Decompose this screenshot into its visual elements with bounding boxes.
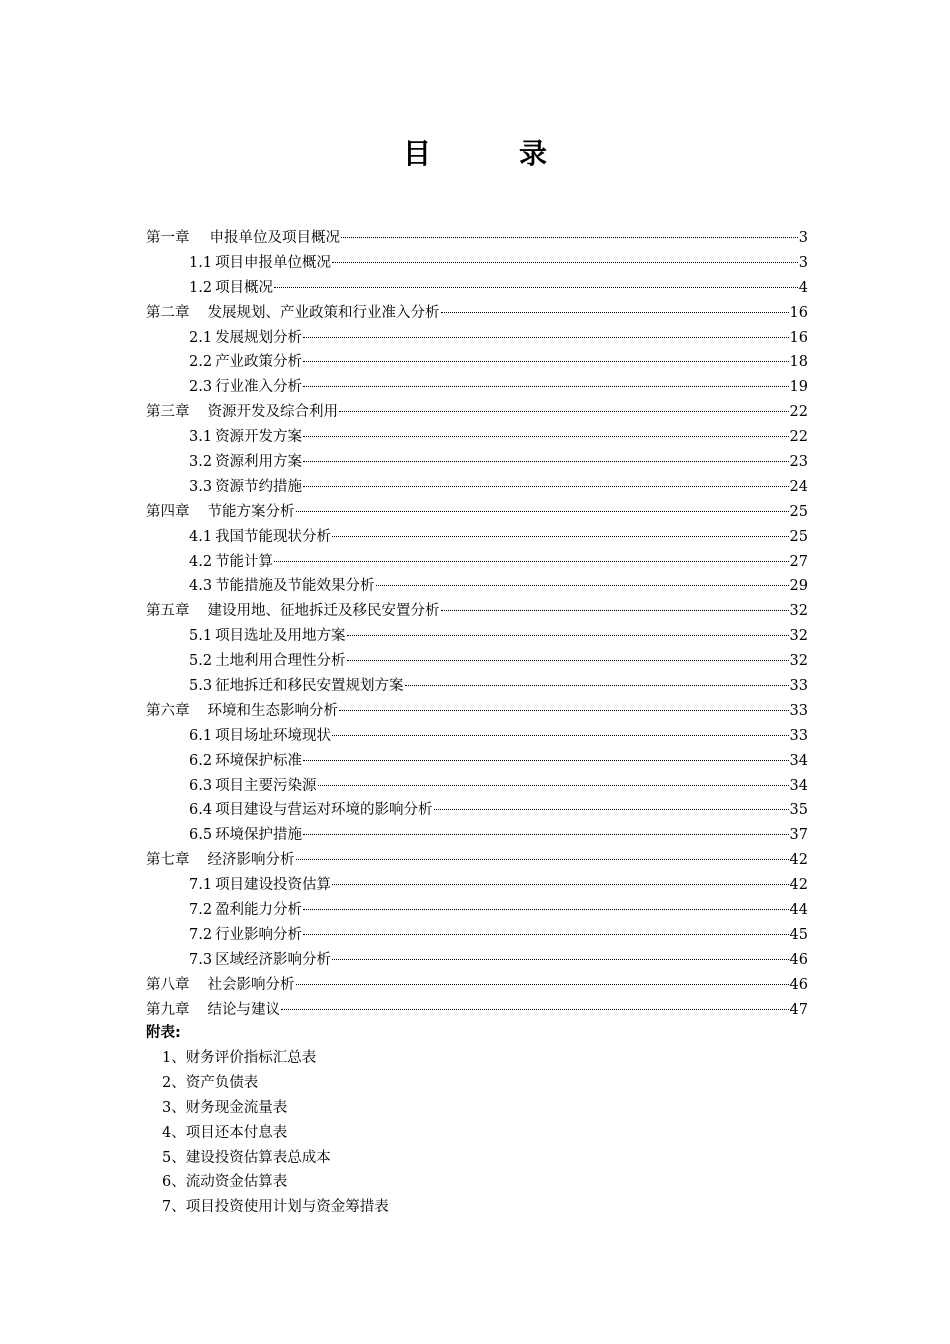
toc-section-row[interactable] bbox=[146, 550, 808, 575]
appendix-list bbox=[162, 1046, 389, 1220]
toc-entry-text: 土地利用合理性分析 bbox=[215, 653, 346, 670]
toc-dot-leader bbox=[281, 1009, 789, 1010]
toc-entry-text: 资源开发及综合利用 bbox=[207, 404, 338, 421]
toc-dot-leader bbox=[332, 262, 798, 263]
toc-entry-text: 征地拆迁和移民安置规划方案 bbox=[215, 678, 404, 695]
toc-dot-leader bbox=[296, 984, 789, 985]
toc-entry-number: 5.1 bbox=[189, 628, 213, 645]
toc-entry-number: 第三章 bbox=[146, 404, 190, 421]
toc-page-number: 16 bbox=[789, 329, 808, 346]
toc-entry-title bbox=[189, 550, 273, 575]
toc-dot-leader bbox=[347, 635, 789, 636]
toc-dot-leader bbox=[341, 237, 798, 238]
toc-entry-title bbox=[189, 525, 331, 550]
toc-entry-title bbox=[189, 475, 302, 500]
toc-entry-number: 第六章 bbox=[146, 702, 190, 719]
toc-entry-title bbox=[189, 624, 346, 649]
toc-entry-text: 项目概况 bbox=[215, 279, 274, 296]
toc-page-number: 27 bbox=[789, 553, 808, 570]
toc-page-number: 3 bbox=[798, 254, 808, 271]
appendix-item: 2、资产负债表 bbox=[162, 1074, 259, 1091]
toc-section-row[interactable] bbox=[146, 624, 808, 649]
toc-entry-title bbox=[146, 998, 280, 1023]
toc-entry-title bbox=[146, 301, 440, 326]
toc-entry-title bbox=[189, 326, 302, 351]
toc-entry-title bbox=[189, 425, 302, 450]
toc-entry-number: 第八章 bbox=[146, 976, 190, 993]
toc-entry-title bbox=[146, 848, 295, 873]
toc-section-row[interactable] bbox=[146, 749, 808, 774]
toc-dot-leader bbox=[303, 909, 788, 910]
toc-entry-text: 申报单位及项目概况 bbox=[209, 230, 340, 246]
toc-page-number: 32 bbox=[789, 628, 808, 645]
toc-chapter-row[interactable] bbox=[146, 848, 808, 873]
toc-entry-text: 环境保护措施 bbox=[215, 827, 303, 844]
toc-section-row[interactable] bbox=[146, 898, 808, 923]
toc-entry-text: 经济影响分析 bbox=[207, 852, 295, 869]
toc-entry-number: 第九章 bbox=[146, 1001, 190, 1018]
toc-dot-leader bbox=[303, 386, 788, 387]
toc-chapter-row[interactable] bbox=[146, 500, 808, 525]
toc-entry-text: 产业政策分析 bbox=[215, 354, 303, 371]
toc-entry-text: 节能计算 bbox=[215, 553, 274, 570]
toc-page-number: 24 bbox=[789, 478, 808, 495]
toc-dot-leader bbox=[339, 411, 789, 412]
toc-page-number: 25 bbox=[789, 528, 808, 545]
toc-page-number: 4 bbox=[798, 279, 808, 296]
toc-entry-text: 环境和生态影响分析 bbox=[207, 702, 338, 719]
toc-entry-text: 项目建设投资估算 bbox=[215, 877, 332, 894]
toc-page-number: 29 bbox=[789, 578, 808, 595]
toc-entry-title bbox=[189, 450, 302, 475]
toc-dot-leader bbox=[303, 361, 788, 362]
toc-section-row[interactable] bbox=[146, 774, 808, 799]
toc-dot-leader bbox=[303, 461, 788, 462]
toc-entry-number: 2.3 bbox=[189, 379, 213, 396]
toc-dot-leader bbox=[376, 585, 789, 586]
toc-page-number: 22 bbox=[789, 429, 808, 446]
toc-entry-number: 第五章 bbox=[146, 603, 190, 620]
appendix-item: 3、财务现金流量表 bbox=[162, 1099, 288, 1116]
toc-page-number: 33 bbox=[789, 702, 808, 719]
toc-section-row[interactable] bbox=[146, 475, 808, 500]
toc-section-row[interactable] bbox=[146, 823, 808, 848]
toc-entry-text: 资源开发方案 bbox=[215, 429, 303, 446]
appendix-item: 4、项目还本付息表 bbox=[162, 1124, 288, 1141]
toc-dot-leader bbox=[303, 934, 788, 935]
toc-entry-title bbox=[189, 749, 302, 774]
toc-page-number: 44 bbox=[789, 902, 808, 919]
toc-page-number: 34 bbox=[789, 777, 808, 794]
toc-section-row[interactable] bbox=[146, 251, 808, 276]
toc-entry-title bbox=[189, 923, 302, 948]
toc-chapter-row[interactable] bbox=[146, 998, 808, 1023]
appendix-item: 5、建设投资估算表总成本 bbox=[162, 1149, 331, 1166]
toc-entry-number: 7.3 bbox=[189, 951, 213, 968]
toc-entry-number: 3.1 bbox=[189, 429, 213, 446]
toc-page-number: 19 bbox=[789, 379, 808, 396]
toc-dot-leader bbox=[303, 486, 788, 487]
toc-entry-title bbox=[189, 774, 317, 799]
toc-entry-number: 第四章 bbox=[146, 503, 190, 520]
toc-entry-number: 1.2 bbox=[189, 279, 213, 296]
toc-entry-text: 项目建设与营运对环境的影响分析 bbox=[215, 802, 433, 819]
toc-page-number: 46 bbox=[789, 976, 808, 993]
toc-entry-number: 7.2 bbox=[189, 926, 213, 943]
toc-entry-text: 社会影响分析 bbox=[207, 976, 295, 993]
toc-entry-text: 建设用地、征地拆迁及移民安置分析 bbox=[207, 603, 440, 620]
toc-page-number: 33 bbox=[789, 727, 808, 744]
toc-dot-leader bbox=[332, 884, 788, 885]
toc-entry-text: 资源利用方案 bbox=[215, 454, 303, 471]
toc-section-row[interactable] bbox=[146, 674, 808, 699]
toc-section-row[interactable] bbox=[146, 350, 808, 375]
toc-entry-number: 4.3 bbox=[189, 578, 213, 595]
toc-entry-title bbox=[189, 823, 302, 848]
toc-entry-text: 我国节能现状分析 bbox=[215, 528, 332, 545]
toc-entry-title bbox=[146, 599, 440, 624]
toc-entry-number: 4.1 bbox=[189, 528, 213, 545]
toc-entry-number: 6.1 bbox=[189, 727, 213, 744]
toc-section-row[interactable] bbox=[146, 724, 808, 749]
toc-chapter-row[interactable] bbox=[146, 400, 808, 425]
toc-section-row[interactable] bbox=[146, 425, 808, 450]
toc-section-row[interactable] bbox=[146, 375, 808, 400]
toc-page-number: 42 bbox=[789, 852, 808, 869]
toc-entry-number: 5.2 bbox=[189, 653, 213, 670]
toc-section-row[interactable] bbox=[146, 574, 808, 599]
toc-page-number: 3 bbox=[798, 230, 808, 246]
toc-page-number: 42 bbox=[789, 877, 808, 894]
toc-entry-title bbox=[189, 898, 302, 923]
toc-entry-number: 2.2 bbox=[189, 354, 213, 371]
toc-entry-title bbox=[146, 973, 295, 998]
toc-entry-title bbox=[146, 400, 338, 425]
toc-entry-text: 项目申报单位概况 bbox=[215, 254, 332, 271]
toc-page-number: 32 bbox=[789, 653, 808, 670]
toc-section-row[interactable] bbox=[146, 450, 808, 475]
toc-section-row[interactable] bbox=[146, 525, 808, 550]
toc-entry-number: 7.1 bbox=[189, 877, 213, 894]
toc-dot-leader bbox=[441, 610, 789, 611]
toc-entry-number: 3.2 bbox=[189, 454, 213, 471]
toc-dot-leader bbox=[332, 959, 788, 960]
toc-entry-title bbox=[189, 798, 433, 823]
toc-page-number: 25 bbox=[789, 503, 808, 520]
toc-dot-leader bbox=[332, 536, 788, 537]
toc-section-row[interactable] bbox=[146, 276, 808, 301]
toc-page-number: 47 bbox=[789, 1001, 808, 1018]
toc-page-number: 35 bbox=[789, 802, 808, 819]
toc-entry-number: 7.2 bbox=[189, 902, 213, 919]
toc-entry-title bbox=[146, 226, 340, 251]
appendix-heading: 附表: bbox=[146, 1025, 181, 1041]
toc-entry-text: 盈利能力分析 bbox=[215, 902, 303, 919]
toc-entry-title bbox=[189, 674, 404, 699]
toc-dot-leader bbox=[339, 710, 789, 711]
toc-entry-number: 第七章 bbox=[146, 852, 190, 869]
toc-chapter-row[interactable] bbox=[146, 226, 808, 251]
toc-dot-leader bbox=[303, 834, 788, 835]
toc-dot-leader bbox=[303, 760, 788, 761]
toc-entry-text: 环境保护标准 bbox=[215, 752, 303, 769]
toc-entry-text: 发展规划、产业政策和行业准入分析 bbox=[207, 304, 440, 321]
table-of-contents bbox=[146, 226, 808, 1023]
toc-entry-number: 6.2 bbox=[189, 752, 213, 769]
toc-section-row[interactable] bbox=[146, 873, 808, 898]
toc-chapter-row[interactable] bbox=[146, 599, 808, 624]
toc-entry-number: 4.2 bbox=[189, 553, 213, 570]
toc-dot-leader bbox=[274, 287, 798, 288]
toc-entry-number: 5.3 bbox=[189, 678, 213, 695]
toc-entry-text: 结论与建议 bbox=[207, 1001, 280, 1018]
toc-entry-text: 区域经济影响分析 bbox=[215, 951, 332, 968]
toc-page-number: 18 bbox=[789, 354, 808, 371]
toc-dot-leader bbox=[434, 809, 789, 810]
toc-dot-leader bbox=[274, 561, 788, 562]
toc-page-number: 23 bbox=[789, 454, 808, 471]
toc-entry-number: 6.4 bbox=[189, 802, 213, 819]
toc-entry-title bbox=[146, 500, 295, 525]
toc-entry-title bbox=[189, 574, 375, 599]
toc-dot-leader bbox=[303, 436, 788, 437]
toc-dot-leader bbox=[296, 511, 789, 512]
toc-entry-title bbox=[189, 350, 302, 375]
toc-entry-text: 项目主要污染源 bbox=[215, 777, 317, 794]
toc-entry-title bbox=[189, 724, 331, 749]
toc-dot-leader bbox=[332, 735, 788, 736]
toc-chapter-row[interactable] bbox=[146, 301, 808, 326]
toc-entry-text: 节能方案分析 bbox=[207, 503, 295, 520]
toc-entry-text: 项目选址及用地方案 bbox=[215, 628, 346, 645]
toc-dot-leader bbox=[405, 685, 789, 686]
toc-entry-title bbox=[189, 375, 302, 400]
toc-entry-text: 行业影响分析 bbox=[215, 926, 303, 943]
toc-section-row[interactable] bbox=[146, 948, 808, 973]
toc-entry-text: 发展规划分析 bbox=[215, 329, 303, 346]
toc-dot-leader bbox=[441, 312, 789, 313]
toc-chapter-row[interactable] bbox=[146, 699, 808, 724]
toc-page-number: 34 bbox=[789, 752, 808, 769]
toc-entry-number: 6.3 bbox=[189, 777, 213, 794]
toc-chapter-row[interactable] bbox=[146, 973, 808, 998]
appendix-item: 1、财务评价指标汇总表 bbox=[162, 1050, 317, 1066]
toc-section-row[interactable] bbox=[146, 326, 808, 351]
toc-page-number: 16 bbox=[789, 304, 808, 321]
toc-entry-title bbox=[189, 948, 331, 973]
toc-entry-text: 节能措施及节能效果分析 bbox=[215, 578, 375, 595]
toc-entry-title bbox=[189, 649, 346, 674]
toc-entry-title bbox=[189, 251, 331, 276]
appendix-item: 7、项目投资使用计划与资金筹措表 bbox=[162, 1199, 389, 1216]
toc-entry-number: 2.1 bbox=[189, 329, 213, 346]
toc-entry-number: 1.1 bbox=[189, 254, 213, 271]
toc-entry-number: 第二章 bbox=[146, 304, 190, 321]
toc-entry-title bbox=[146, 699, 338, 724]
toc-entry-number: 6.5 bbox=[189, 827, 213, 844]
toc-section-row[interactable] bbox=[146, 649, 808, 674]
toc-entry-text: 项目场址环境现状 bbox=[215, 727, 332, 744]
toc-dot-leader bbox=[347, 660, 789, 661]
toc-page-number: 45 bbox=[789, 926, 808, 943]
page-title: 目 录 bbox=[402, 137, 577, 170]
toc-section-row[interactable] bbox=[146, 923, 808, 948]
toc-entry-title bbox=[189, 873, 331, 898]
toc-entry-number: 第一章 bbox=[146, 230, 190, 246]
toc-dot-leader bbox=[318, 785, 789, 786]
toc-page-number: 22 bbox=[789, 404, 808, 421]
appendix-item: 6、流动资金估算表 bbox=[162, 1174, 288, 1191]
toc-dot-leader bbox=[303, 337, 788, 338]
toc-page-number: 32 bbox=[789, 603, 808, 620]
toc-dot-leader bbox=[296, 859, 789, 860]
toc-page-number: 37 bbox=[789, 827, 808, 844]
toc-page-number: 33 bbox=[789, 678, 808, 695]
toc-page-number: 46 bbox=[789, 951, 808, 968]
toc-entry-number: 3.3 bbox=[189, 478, 213, 495]
toc-entry-text: 行业准入分析 bbox=[215, 379, 303, 396]
toc-section-row[interactable] bbox=[146, 798, 808, 823]
toc-entry-title bbox=[189, 276, 273, 301]
toc-entry-text: 资源节约措施 bbox=[215, 478, 303, 495]
